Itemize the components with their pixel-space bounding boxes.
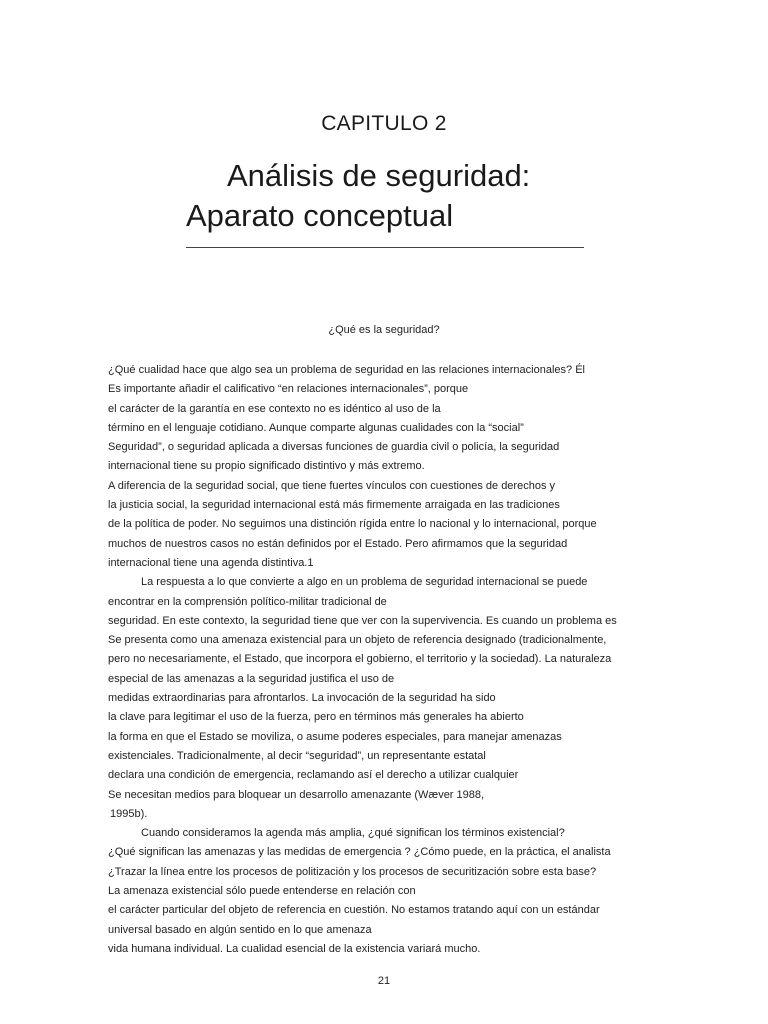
text-line: la clave para legitimar el uso de la fuerza, pero en términos más generales ha abierto	[108, 711, 524, 724]
paragraph-first-line: Cuando consideramos la agenda más amplia, ¿qué significan los términos existencial?	[141, 827, 565, 840]
text-line: encontrar en la comprensión político-militar tradicional de	[108, 595, 387, 608]
text-line: vida humana individual. La cualidad esencial de la existencia variará mucho.	[108, 942, 481, 955]
text-line: La amenaza existencial sólo puede entenderse en relación con	[108, 885, 416, 898]
text-line: muchos de nuestros casos no están definidos por el Estado. Pero afirmamos que la seguridad	[108, 537, 568, 550]
paragraph-first-line: La respuesta a lo que convierte a algo en un problema de seguridad internacional se puede	[141, 576, 588, 589]
text-line: seguridad. En este contexto, la seguridad tiene que ver con la supervivencia. Es cuando un problema es	[108, 614, 617, 627]
chapter-title-line-1: Análisis de seguridad:	[227, 158, 531, 193]
text-line: A diferencia de la seguridad social, que tiene fuertes vínculos con cuestiones de derechos y	[108, 479, 555, 492]
text-line: la justicia social, la seguridad internacional está más firmemente arraigada en las tradiciones	[108, 499, 560, 512]
text-line: universal basado en algún sentido en lo que amenaza	[108, 923, 372, 936]
text-line: ¿Trazar la línea entre los procesos de politización y los procesos de securitización sobre esta base?	[108, 865, 597, 878]
text-line: existenciales. Tradicionalmente, al decir “seguridad”, un representante estatal	[108, 749, 486, 762]
text-line: el carácter de la garantía en ese contexto no es idéntico al uso de la	[108, 402, 441, 415]
text-line: especial de las amenazas a la seguridad justifica el uso de	[108, 672, 395, 685]
chapter-title-line-2: Aparato conceptual	[186, 198, 454, 233]
text-line: internacional tiene su propio significado distintivo y más extremo.	[108, 460, 425, 473]
text-line: internacional tiene una agenda distintiva.1	[108, 556, 314, 569]
text-line: Se necesitan medios para bloquear un desarrollo amenazante (Wæver 1988,	[108, 788, 485, 801]
text-line: pero no necesariamente, el Estado, que incorpora el gobierno, el territorio y la sociedad). La naturaleza	[108, 653, 612, 666]
section-heading: ¿Qué es la seguridad?	[328, 324, 440, 336]
text-line: Es importante añadir el calificativo “en relaciones internacionales”, porque	[108, 383, 469, 396]
text-line: Seguridad”, o seguridad aplicada a diversas funciones de guardia civil o policía, la seguridad	[108, 441, 560, 454]
text-line: 1995b).	[110, 807, 148, 820]
page-number: 21	[377, 975, 391, 987]
text-line: término en el lenguaje cotidiano. Aunque comparte algunas cualidades con la “social”	[108, 421, 524, 434]
text-line: declara una condición de emergencia, reclamando así el derecho a utilizar cualquier	[108, 769, 519, 782]
body-text	[108, 361, 668, 959]
text-line: la forma en que el Estado se moviliza, o asume poderes especiales, para manejar amenazas	[108, 730, 562, 743]
title-divider	[186, 247, 584, 248]
text-line: ¿Qué significan las amenazas y las medidas de emergencia ? ¿Cómo puede, en la práctica, el analista	[108, 846, 611, 859]
chapter-label: CAPITULO 2	[321, 112, 447, 135]
text-line: medidas extraordinarias para afrontarlos. La invocación de la seguridad ha sido	[108, 692, 496, 705]
text-line: Se presenta como una amenaza existencial para un objeto de referencia designado (tradicionalmente,	[108, 634, 607, 647]
text-line: ¿Qué cualidad hace que algo sea un problema de seguridad en las relaciones internacionales? Él	[108, 364, 585, 376]
text-line: de la política de poder. No seguimos una distinción rígida entre lo nacional y lo internacional, porque	[108, 518, 597, 531]
text-line: el carácter particular del objeto de referencia en cuestión. No estamos tratando aquí con un estándar	[108, 904, 600, 917]
